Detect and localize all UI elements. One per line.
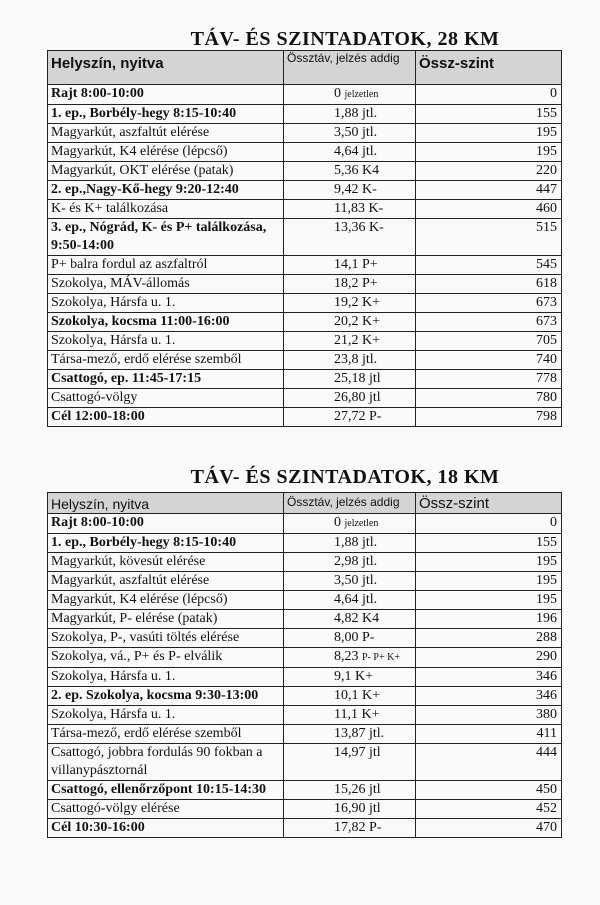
distance-value: 11,1 bbox=[334, 707, 358, 722]
location-cell: Csattogó, jobbra fordulás 90 fokban a villanypásztornál bbox=[48, 744, 284, 781]
column-header-distance: Össztáv, jelzés addig bbox=[284, 51, 416, 85]
elevation-cell: 778 bbox=[416, 370, 562, 389]
column-header-location: Helyszín, nyitva bbox=[48, 493, 284, 514]
distance-value: 25,18 bbox=[334, 371, 366, 386]
elevation-cell: 798 bbox=[416, 408, 562, 427]
trail-mark-code: jtl. bbox=[362, 125, 378, 140]
distance-cell bbox=[284, 591, 416, 610]
location-cell: Szokolya, P-, vasúti töltés elérése bbox=[48, 629, 284, 648]
location-cell: Csattogó-völgy bbox=[48, 389, 284, 408]
distance-cell bbox=[284, 351, 416, 370]
trail-mark-code: jtl. bbox=[362, 573, 378, 588]
location-cell: Magyarkút, aszfaltút elérése bbox=[48, 124, 284, 143]
location-cell: Szokolya, Hársfa u. 1. bbox=[48, 294, 284, 313]
location-cell: Szokolya, vá., P+ és P- elválik bbox=[48, 648, 284, 668]
trail-mark-code: P- bbox=[369, 409, 382, 424]
trail-mark-code: jtl. bbox=[362, 535, 378, 550]
distance-cell bbox=[284, 744, 416, 781]
distance-value: 20,2 bbox=[334, 314, 359, 329]
distance-value: 16,90 bbox=[334, 801, 366, 816]
location-cell: Magyarkút, aszfaltút elérése bbox=[48, 572, 284, 591]
distance-value: 4,64 bbox=[334, 592, 359, 607]
location-cell: 3. ep., Nógrád, K- és P+ találkozása, 9:50-14:00 bbox=[48, 219, 284, 256]
distance-cell bbox=[284, 629, 416, 648]
distance-value: 4,64 bbox=[334, 144, 359, 159]
trail-mark-code: P- bbox=[369, 820, 382, 835]
distance-cell bbox=[284, 725, 416, 744]
distance-cell bbox=[284, 294, 416, 313]
distance-value: 14,1 bbox=[334, 257, 359, 272]
trail-mark-code: P- bbox=[362, 630, 375, 645]
trail-mark-code: jtl bbox=[369, 801, 381, 816]
trail-mark-code: K- bbox=[369, 220, 384, 235]
trail-mark-code: jtl. bbox=[362, 144, 378, 159]
distance-cell bbox=[284, 143, 416, 162]
elevation-cell: 290 bbox=[416, 648, 562, 668]
location-cell: Rajt 8:00-10:00 bbox=[48, 514, 284, 534]
distance-value: 0 bbox=[334, 86, 341, 101]
distance-value: 15,26 bbox=[334, 782, 366, 797]
trail-mark-code: K+ bbox=[362, 333, 381, 348]
distance-value: 18,2 bbox=[334, 276, 359, 291]
table-row bbox=[48, 610, 562, 629]
elevation-cell: 195 bbox=[416, 143, 562, 162]
section-title-18km: TÁV- ÉS SZINTADATOK, 18 KM bbox=[190, 466, 500, 488]
table-row bbox=[48, 294, 562, 313]
distance-value: 1,88 bbox=[334, 106, 359, 121]
distance-value: 3,50 bbox=[334, 573, 359, 588]
table-row bbox=[48, 313, 562, 332]
table-row bbox=[48, 725, 562, 744]
trail-mark-code: jtl. bbox=[362, 106, 378, 121]
elevation-cell: 450 bbox=[416, 781, 562, 800]
location-cell: Szokolya, Hársfa u. 1. bbox=[48, 668, 284, 687]
location-cell: Cél 10:30-16:00 bbox=[48, 819, 284, 838]
elevation-cell: 155 bbox=[416, 534, 562, 553]
location-cell: Társa-mező, erdő elérése szemből bbox=[48, 351, 284, 370]
trail-mark-code: K- bbox=[362, 182, 377, 197]
table-row bbox=[48, 648, 562, 668]
location-cell: 2. ep.,Nagy-Kő-hegy 9:20-12:40 bbox=[48, 181, 284, 200]
location-cell: Szokolya, Hársfa u. 1. bbox=[48, 706, 284, 725]
trail-mark-code: jtl bbox=[369, 782, 381, 797]
elevation-cell: 288 bbox=[416, 629, 562, 648]
distance-value: 10,1 bbox=[334, 688, 359, 703]
elevation-cell: 220 bbox=[416, 162, 562, 181]
trail-mark-code: P+ bbox=[362, 276, 378, 291]
distance-cell bbox=[284, 162, 416, 181]
location-cell: Magyarkút, K4 elérése (lépcső) bbox=[48, 143, 284, 162]
trail-mark-code: K4 bbox=[362, 611, 380, 626]
table-row bbox=[48, 706, 562, 725]
table-row bbox=[48, 408, 562, 427]
location-cell: Szokolya, kocsma 11:00-16:00 bbox=[48, 313, 284, 332]
elevation-cell: 195 bbox=[416, 591, 562, 610]
distance-cell bbox=[284, 332, 416, 351]
elevation-cell: 740 bbox=[416, 351, 562, 370]
trail-mark-code: P+ bbox=[362, 257, 378, 272]
location-cell: P+ balra fordul az aszfaltról bbox=[48, 256, 284, 275]
trail-mark-code: K+ bbox=[355, 669, 374, 684]
elevation-cell: 460 bbox=[416, 200, 562, 219]
trail-mark-code: jtl bbox=[369, 745, 381, 760]
table-row bbox=[48, 800, 562, 819]
location-cell: Cél 12:00-18:00 bbox=[48, 408, 284, 427]
distance-cell bbox=[284, 200, 416, 219]
distance-value: 3,50 bbox=[334, 125, 359, 140]
trail-mark-code: K+ bbox=[362, 314, 381, 329]
distance-value: 26,80 bbox=[334, 390, 366, 405]
location-cell: Magyarkút, kövesút elérése bbox=[48, 553, 284, 572]
table-row bbox=[48, 124, 562, 143]
elevation-cell: 346 bbox=[416, 687, 562, 706]
distance-cell bbox=[284, 219, 416, 256]
distance-cell bbox=[284, 256, 416, 275]
location-cell: Csattogó, ep. 11:45-17:15 bbox=[48, 370, 284, 389]
trail-mark-code: jtl bbox=[369, 371, 381, 386]
distance-cell bbox=[284, 105, 416, 124]
distance-cell bbox=[284, 648, 416, 668]
distance-cell bbox=[284, 534, 416, 553]
location-cell: Magyarkút, K4 elérése (lépcső) bbox=[48, 591, 284, 610]
distance-value: 13,36 bbox=[334, 220, 366, 235]
distance-cell bbox=[284, 610, 416, 629]
trail-mark-code: jtl. bbox=[362, 352, 378, 367]
distance-value: 23,8 bbox=[334, 352, 359, 367]
elevation-cell: 346 bbox=[416, 668, 562, 687]
distance-cell bbox=[284, 553, 416, 572]
elevation-cell: 470 bbox=[416, 819, 562, 838]
elevation-cell: 705 bbox=[416, 332, 562, 351]
table-row bbox=[48, 687, 562, 706]
column-header-elevation: Össz-szint bbox=[416, 51, 562, 85]
trail-mark-code: K+ bbox=[362, 295, 381, 310]
trail-mark-code: jtl. bbox=[369, 726, 385, 741]
trail-mark-code: K+ bbox=[362, 688, 381, 703]
elevation-cell: 195 bbox=[416, 553, 562, 572]
trail-mark-code: K- bbox=[368, 201, 384, 216]
trail-mark-code: K+ bbox=[361, 707, 380, 722]
location-cell: Magyarkút, OKT elérése (patak) bbox=[48, 162, 284, 181]
location-cell: Rajt 8:00-10:00 bbox=[48, 85, 284, 105]
distance-value: 11,83 bbox=[334, 201, 365, 216]
distance-cell bbox=[284, 370, 416, 389]
table-row bbox=[48, 572, 562, 591]
distance-cell bbox=[284, 181, 416, 200]
distance-value: 4,82 bbox=[334, 611, 359, 626]
distance-cell bbox=[284, 668, 416, 687]
table-row bbox=[48, 819, 562, 838]
distance-value: 13,87 bbox=[334, 726, 366, 741]
table-row bbox=[48, 370, 562, 389]
distance-cell bbox=[284, 275, 416, 294]
elevation-table-28km bbox=[47, 50, 562, 427]
trail-mark-code: jtl. bbox=[362, 554, 378, 569]
elevation-cell: 673 bbox=[416, 313, 562, 332]
table-row bbox=[48, 105, 562, 124]
distance-value: 9,42 bbox=[334, 182, 359, 197]
distance-value: 2,98 bbox=[334, 554, 359, 569]
elevation-cell: 673 bbox=[416, 294, 562, 313]
column-header-distance: Össztáv, jelzés addig bbox=[284, 493, 416, 514]
elevation-cell: 411 bbox=[416, 725, 562, 744]
elevation-cell: 545 bbox=[416, 256, 562, 275]
distance-value: 14,97 bbox=[334, 745, 366, 760]
table-row bbox=[48, 275, 562, 294]
table-row bbox=[48, 553, 562, 572]
distance-value: 21,2 bbox=[334, 333, 359, 348]
trail-mark-code: jelzetlen bbox=[344, 89, 379, 100]
elevation-cell: 195 bbox=[416, 572, 562, 591]
elevation-cell: 444 bbox=[416, 744, 562, 781]
trail-mark-code: P- P+ K+ bbox=[362, 652, 400, 663]
table-row bbox=[48, 534, 562, 553]
location-cell: Szokolya, MÁV-állomás bbox=[48, 275, 284, 294]
distance-cell bbox=[284, 389, 416, 408]
distance-cell bbox=[284, 819, 416, 838]
table-row bbox=[48, 744, 562, 781]
distance-value: 17,82 bbox=[334, 820, 366, 835]
table-row bbox=[48, 514, 562, 534]
distance-cell bbox=[284, 514, 416, 534]
elevation-cell: 780 bbox=[416, 389, 562, 408]
distance-cell bbox=[284, 800, 416, 819]
table-row bbox=[48, 162, 562, 181]
location-cell: 1. ep., Borbély-hegy 8:15-10:40 bbox=[48, 105, 284, 124]
elevation-cell: 380 bbox=[416, 706, 562, 725]
distance-cell bbox=[284, 572, 416, 591]
elevation-cell: 155 bbox=[416, 105, 562, 124]
distance-cell bbox=[284, 85, 416, 105]
table-row bbox=[48, 143, 562, 162]
distance-cell bbox=[284, 313, 416, 332]
distance-value: 0 bbox=[334, 515, 341, 530]
trail-mark-code: jelzetlen bbox=[344, 518, 379, 529]
elevation-cell: 515 bbox=[416, 219, 562, 256]
trail-mark-code: jtl bbox=[369, 390, 381, 405]
section-title-28km: TÁV- ÉS SZINTADATOK, 28 KM bbox=[190, 28, 500, 50]
table-row bbox=[48, 200, 562, 219]
location-cell: 1. ep., Borbély-hegy 8:15-10:40 bbox=[48, 534, 284, 553]
distance-value: 8,00 bbox=[334, 630, 359, 645]
trail-mark-code: K4 bbox=[362, 163, 380, 178]
location-cell: Társa-mező, erdő elérése szemből bbox=[48, 725, 284, 744]
elevation-cell: 195 bbox=[416, 124, 562, 143]
distance-cell bbox=[284, 124, 416, 143]
table-row bbox=[48, 629, 562, 648]
elevation-cell: 618 bbox=[416, 275, 562, 294]
table-row bbox=[48, 781, 562, 800]
location-cell: Csattogó-völgy elérése bbox=[48, 800, 284, 819]
distance-cell bbox=[284, 706, 416, 725]
table-row bbox=[48, 219, 562, 256]
elevation-cell: 0 bbox=[416, 514, 562, 534]
location-cell: Magyarkút, P- elérése (patak) bbox=[48, 610, 284, 629]
location-cell: Csattogó, ellenőrzőpont 10:15-14:30 bbox=[48, 781, 284, 800]
distance-value: 1,88 bbox=[334, 535, 359, 550]
table-row bbox=[48, 332, 562, 351]
table-row bbox=[48, 256, 562, 275]
column-header-location: Helyszín, nyitva bbox=[48, 51, 284, 85]
distance-cell bbox=[284, 408, 416, 427]
distance-cell bbox=[284, 781, 416, 800]
location-cell: Szokolya, Hársfa u. 1. bbox=[48, 332, 284, 351]
table-row bbox=[48, 591, 562, 610]
table-row bbox=[48, 85, 562, 105]
elevation-cell: 196 bbox=[416, 610, 562, 629]
elevation-cell: 452 bbox=[416, 800, 562, 819]
distance-value: 8,23 bbox=[334, 649, 359, 664]
elevation-table-18km bbox=[47, 492, 562, 838]
trail-mark-code: jtl. bbox=[362, 592, 378, 607]
elevation-cell: 0 bbox=[416, 85, 562, 105]
table-row bbox=[48, 668, 562, 687]
distance-cell bbox=[284, 687, 416, 706]
distance-value: 27,72 bbox=[334, 409, 366, 424]
table-row bbox=[48, 389, 562, 408]
column-header-elevation: Össz-szint bbox=[416, 493, 562, 514]
distance-value: 9,1 bbox=[334, 669, 352, 684]
table-row bbox=[48, 181, 562, 200]
distance-value: 19,2 bbox=[334, 295, 359, 310]
location-cell: K- és K+ találkozása bbox=[48, 200, 284, 219]
distance-value: 5,36 bbox=[334, 163, 359, 178]
elevation-cell: 447 bbox=[416, 181, 562, 200]
table-row bbox=[48, 351, 562, 370]
location-cell: 2. ep. Szokolya, kocsma 9:30-13:00 bbox=[48, 687, 284, 706]
